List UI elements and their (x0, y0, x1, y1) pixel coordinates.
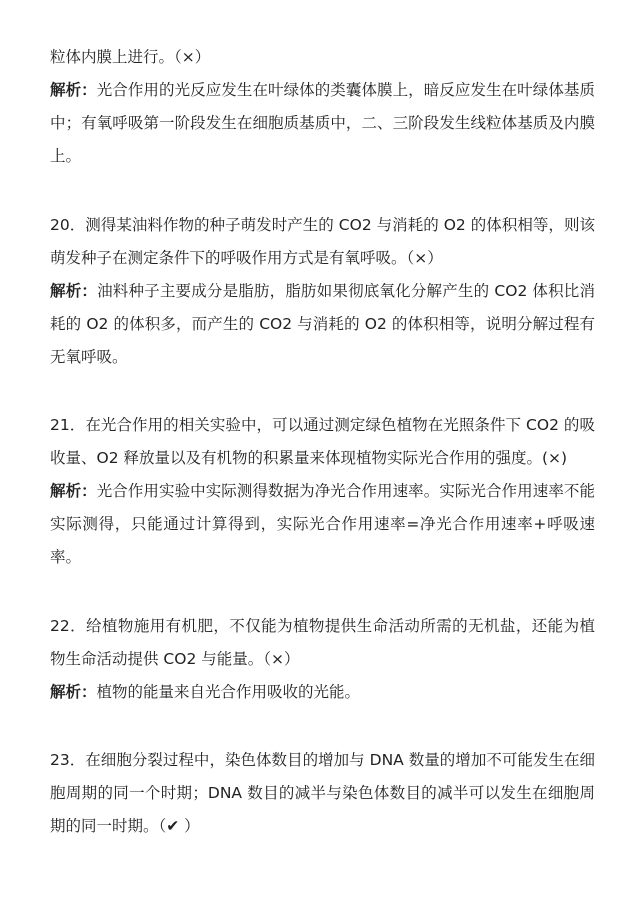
analysis-text: 光合作用实验中实际测得数据为净光合作用速率。实际光合作用速率不能实际测得，只能通过计算得到，实际光合作用速率=净光合作用速率+呼吸速率。 (50, 482, 595, 566)
item-20-statement: 20．测得某油料作物的种子萌发时产生的 CO2 与消耗的 O2 的体积相等，则该萌发种子在测定条件下的呼吸作用方式是有氧呼吸。（×） (50, 216, 595, 267)
item-21-analysis (50, 475, 595, 574)
item-21-statement: 21．在光合作用的相关实验中，可以通过测定绿色植物在光照条件下 CO2 的吸收量、O2 释放量以及有机物的积累量来体现植物实际光合作用的强度。(×) (50, 416, 595, 467)
analysis-label: 解析： (50, 81, 97, 99)
item-20-analysis (50, 275, 595, 374)
item-19-analysis (50, 74, 595, 173)
analysis-text: 光合作用的光反应发生在叶绿体的类囊体膜上，暗反应发生在叶绿体基质中；有氧呼吸第一阶段发生在细胞质基质中，二、三阶段发生线粒体基质及内膜上。 (50, 81, 595, 165)
analysis-label: 解析： (50, 482, 97, 500)
analysis-label: 解析： (50, 683, 97, 701)
item-22-statement: 22．给植物施用有机肥，不仅能为植物提供生命活动所需的无机盐，还能为植物生命活动提供 CO2 与能量。（×） (50, 617, 595, 668)
item-22-analysis (50, 676, 595, 709)
analysis-text: 油料种子主要成分是脂肪，脂肪如果彻底氧化分解产生的 CO2 体积比消耗的 O2 的体积多，而产生的 CO2 与消耗的 O2 的体积相等，说明分解过程有无氧呼吸。 (50, 282, 595, 366)
item-23-statement: 23．在细胞分裂过程中，染色体数目的增加与 DNA 数量的增加不可能发生在细胞周期的同一个时期；DNA 数目的减半与染色体数目的减半可以发生在细胞周期的同一时期。（✔ ） (50, 751, 595, 835)
analysis-text: 植物的能量来自光合作用吸收的光能。 (96, 683, 361, 701)
analysis-label: 解析： (50, 282, 98, 300)
item-19-statement: 粒体内膜上进行。（×） (50, 48, 211, 66)
